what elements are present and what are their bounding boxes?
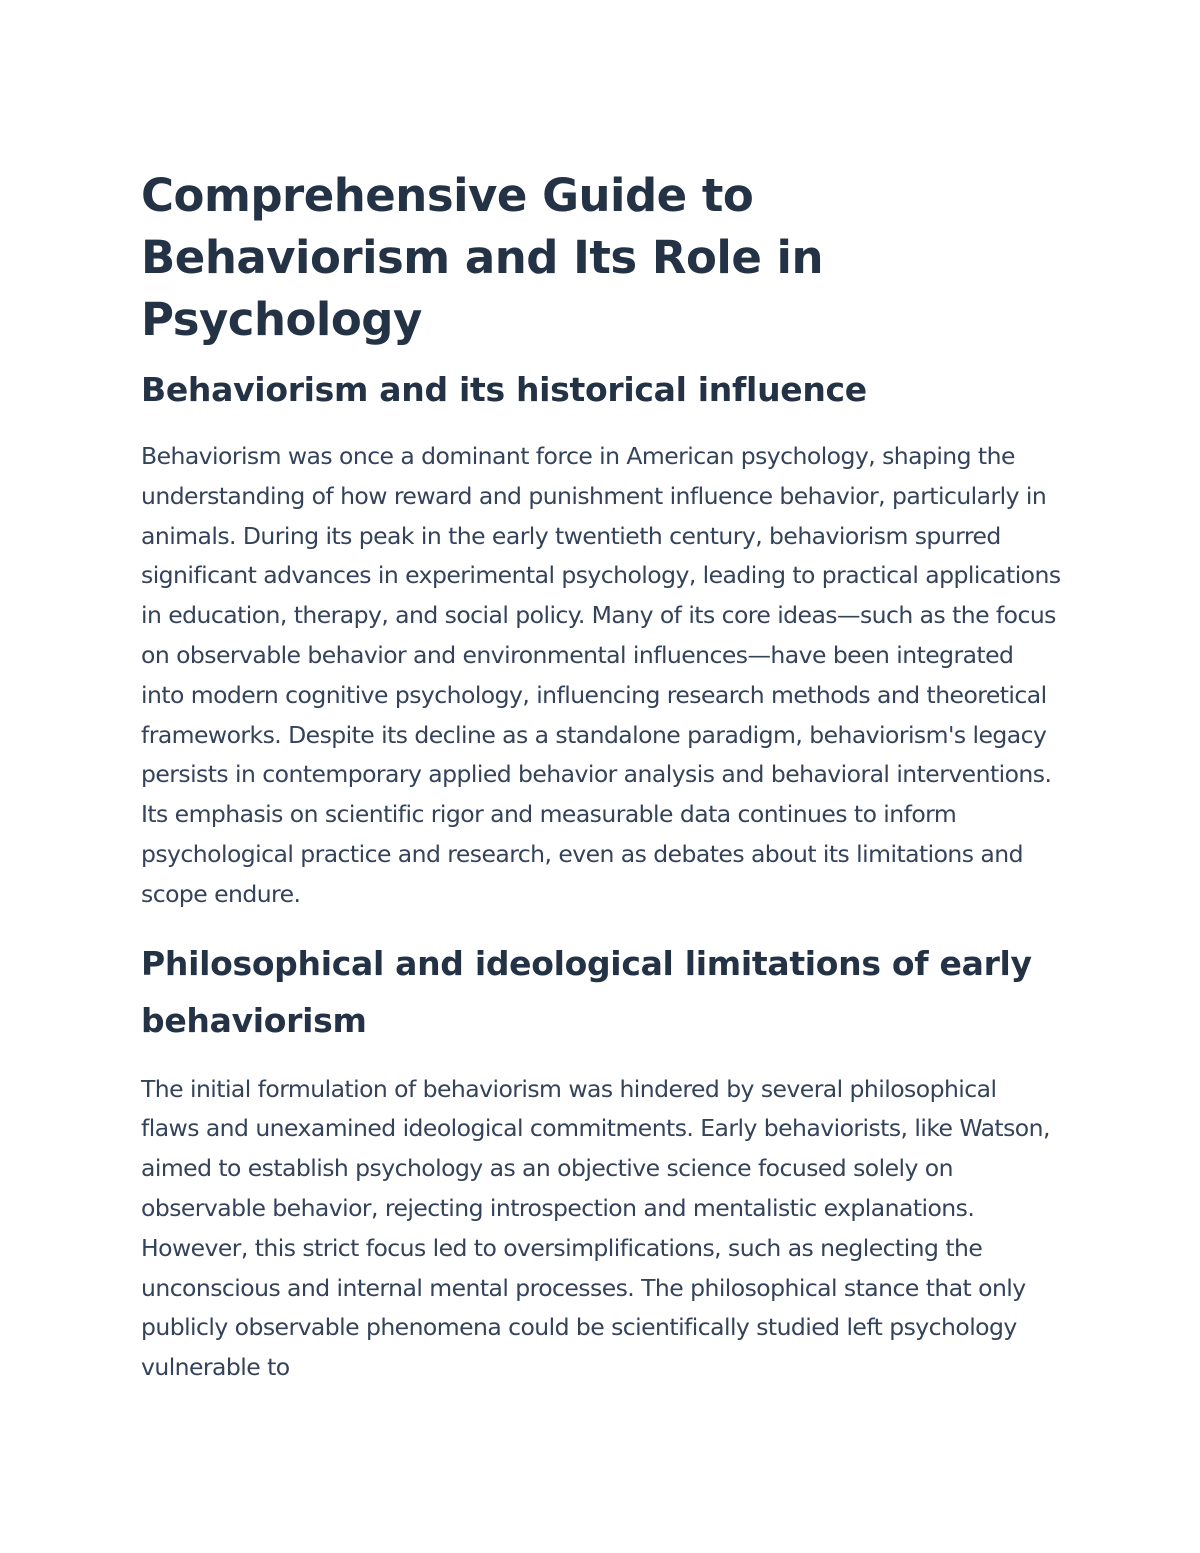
section-heading-philosophical-limitations: Philosophical and ideological limitations of early behaviorism — [141, 943, 1032, 1040]
section-paragraph-philosophical-limitations: The initial formulation of behaviorism was hindered by several philosophical flaws and unexamined ideological commitments. Early behaviorists, like Watson, aimed to establish psychology as an objective science focused solely on observable behavior, rejecting introspection and mentalistic explanations. However, this strict focus led to oversimplifications, such as neglecting the unconscious and internal mental processes. The philosophical stance that only publicly observable phenomena could be scientifically studied left psychology vulnerable to — [141, 1074, 1050, 1382]
document-page — [141, 165, 1061, 1388]
section-paragraph-historical-influence: Behaviorism was once a dominant force in American psychology, shaping the understanding of how reward and punishment influence behavior, particularly in animals. During its peak in the early twentieth century, behaviorism spurred significant advances in experimental psychology, leading to practical applications in education, therapy, and social policy. Many of its core ideas—such as the focus on observable behavior and environmental influences—have been integrated into modern cognitive psychology, influencing research methods and theoretical frameworks. Despite its decline as a standalone paradigm, behaviorism's legacy persists in contemporary applied behavior analysis and behavioral interventions. Its emphasis on scientific rigor and measurable data continues to inform psychological practice and research, even as debates about its limitations and scope endure. — [141, 442, 1061, 908]
section-heading-historical-influence: Behaviorism and its historical influence — [141, 370, 867, 409]
document-title: Comprehensive Guide to Behaviorism and Its Role in Psychology — [141, 169, 823, 346]
